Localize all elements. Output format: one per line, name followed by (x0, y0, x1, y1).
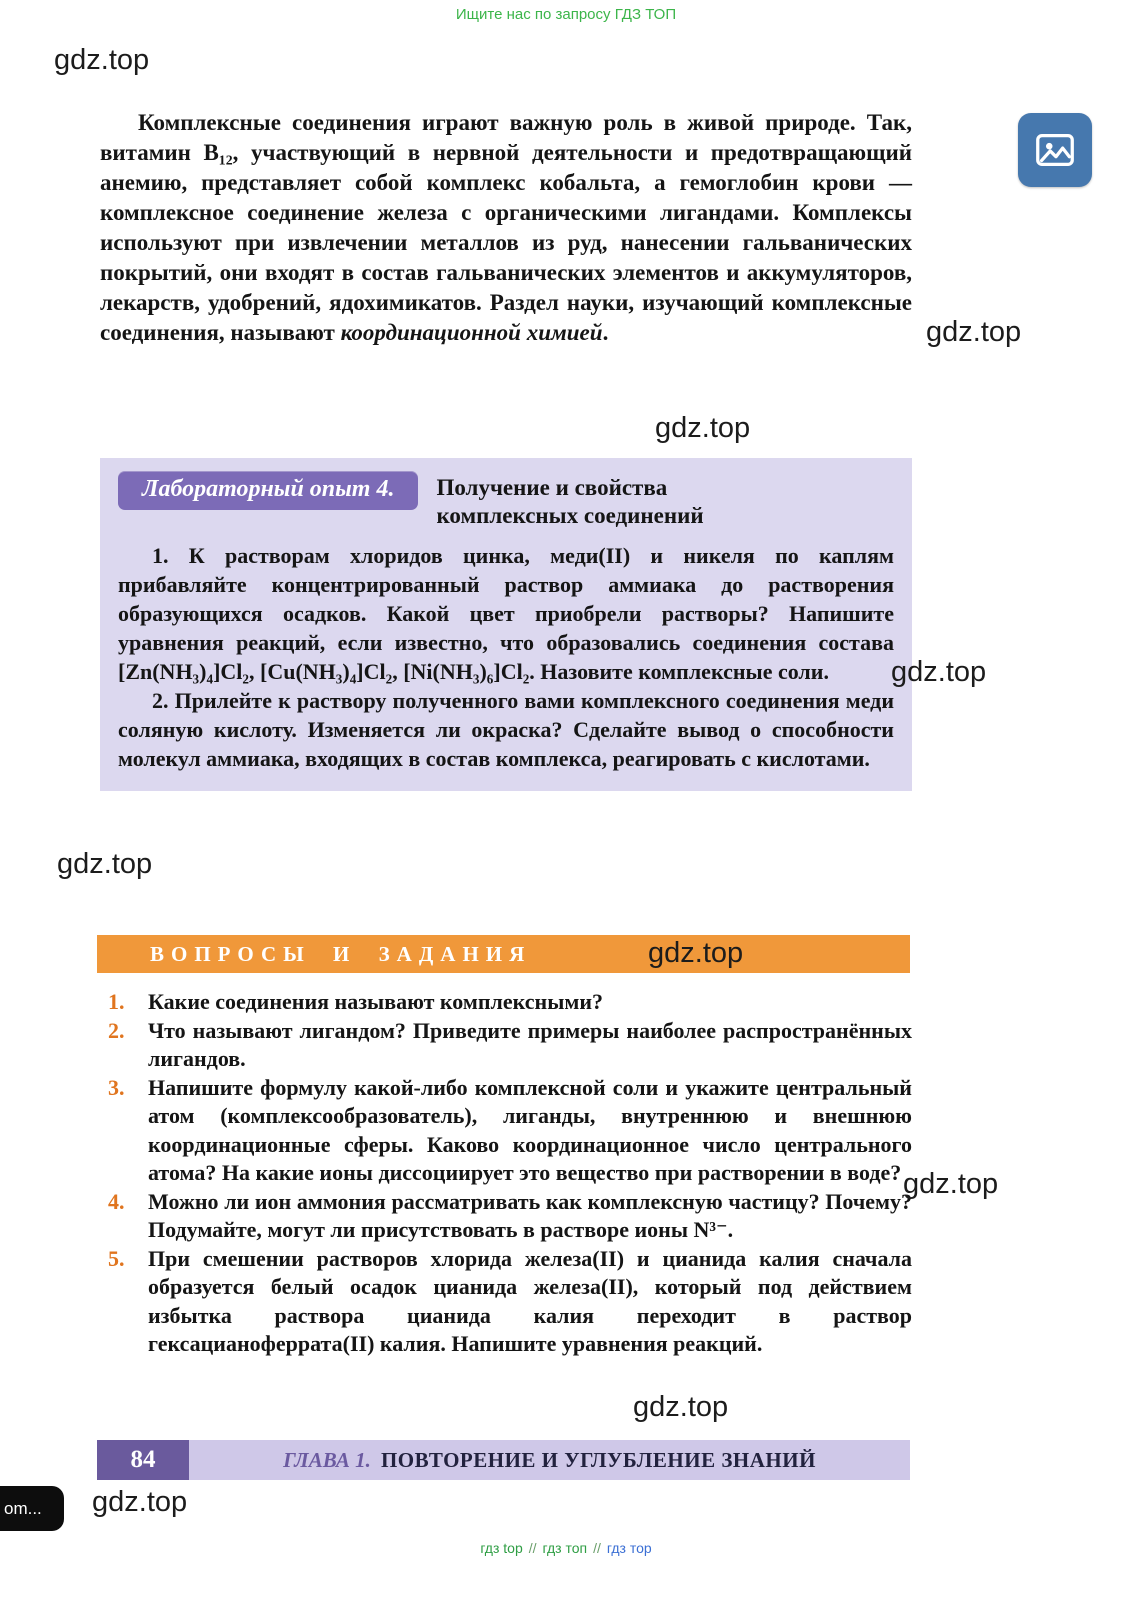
intro-tail: . (602, 320, 609, 345)
question-number: 1. (108, 989, 125, 1014)
watermark: gdz.top (648, 937, 744, 969)
question-item (100, 1074, 912, 1188)
question-item (100, 1245, 912, 1359)
questions-list (100, 988, 912, 1359)
question-text: Напишите формулу какой-либо комплексной соли и укажите центральный атом (комплексообразователь), лиганды, внутреннюю и внешнюю координационные сферы. Каково координационное число центрального атома? На какие ионы диссоциирует это вещество при растворении в воде? (148, 1074, 912, 1185)
question-number: 3. (108, 1074, 125, 1100)
intro-paragraph (100, 108, 912, 348)
chapter-bar (189, 1440, 910, 1480)
watermark: gdz.top (926, 316, 1022, 348)
question-text: Можно ли ион аммония рассматривать как комплексную частицу? Почему? Подумайте, могут ли присутствовать в растворе ионы N³⁻. (148, 1188, 912, 1242)
bottom-link[interactable]: гдз top (480, 1540, 523, 1556)
page-number: 84 (97, 1440, 189, 1480)
bottom-link-row (0, 1540, 1132, 1556)
lab-header (118, 471, 894, 530)
question-text: При смешении растворов хлорида железа(II) и цианида калия сначала образуется белый осадок цианида железа(II), который под действием избытка раствора цианида калия переходит в раствор гексацианоферрата(II) калия. Напишите уравнения реакций. (148, 1245, 912, 1356)
question-text: Что называют лигандом? Приведите примеры наиболее распространённых лигандов. (148, 1017, 912, 1071)
bottom-link[interactable]: гдз тор (606, 1540, 652, 1556)
picture-icon (1032, 127, 1078, 173)
link-separator: // (593, 1540, 601, 1556)
watermark: gdz.top (633, 1391, 729, 1423)
questions-header-label: ВОПРОСЫ И ЗАДАНИЯ (150, 941, 532, 966)
questions-header-bar (97, 935, 910, 973)
intro-italic-term: координационной химией (340, 320, 603, 345)
chapter-title: ПОВТОРЕНИЕ И УГЛУБЛЕНИЕ ЗНАНИЙ (380, 1447, 816, 1472)
overlay-tab-pill[interactable] (0, 1486, 64, 1531)
watermark: gdz.top (57, 848, 153, 880)
chapter-label: ГЛАВА 1. (283, 1447, 371, 1472)
lab-paragraph: 1. К растворам хлоридов цинка, меди(II) и никеля по каплям прибавляйте концентрированный раствор аммиака до растворения образующихся осадков. Какой цвет приобрели растворы? Напишите уравнения реакций, если известно, что образовались соединения состава [Zn(NH₃)₄]Cl₂, [Cu(NH₃)₄]Cl₂, [Ni(NH₃)₆]Cl₂. Назовите комплексные соли. (118, 543, 894, 684)
watermark: gdz.top (54, 44, 150, 76)
lab-title: Получение и свойства комплексных соединений (436, 475, 704, 528)
lab-paragraph: 2. Прилейте к раствору полученного вами комплексного соединения меди соляную кислоту. Изменяется ли окраска? Сделайте вывод о способности молекул аммиака, входящих в состав комплекса, реагировать с кислотами. (118, 688, 894, 771)
question-item (100, 988, 912, 1017)
lab-experiment-box (100, 458, 912, 791)
image-placeholder-button[interactable] (1018, 113, 1092, 187)
intro-text: Комплексные соединения играют важную роль в живой природе. Так, витамин B₁₂, участвующий в нервной деятельности и предотвращающий анемию, представляет собой комплекс кобальта, а гемоглобин крови — комплексное соединение железа с органическими лигандами. Комплексы используют при извлечении металлов из руд, нанесении гальванических покрытий, они входят в состав гальванических элементов и аккумуляторов, лекарств, удобрений, ядохимикатов. Раздел науки, изучающий комплексные соединения, называют (100, 110, 912, 345)
overlay-tab-label: om... (4, 1498, 42, 1518)
promo-banner-text: Ищите нас по запросу ГДЗ ТОП (455, 6, 677, 23)
watermark: gdz.top (891, 656, 987, 688)
question-item (100, 1017, 912, 1074)
question-number: 5. (108, 1245, 125, 1271)
chapter-footer-bar (97, 1440, 910, 1480)
link-separator: // (528, 1540, 537, 1556)
question-item (100, 1188, 912, 1245)
watermark: gdz.top (903, 1168, 999, 1200)
question-text: Какие соединения называют комплексными? (148, 989, 604, 1014)
watermark: gdz.top (92, 1486, 188, 1518)
lab-badge: Лабораторный опыт 4. (118, 471, 418, 510)
watermark: gdz.top (655, 412, 751, 444)
question-number: 4. (108, 1188, 125, 1214)
bottom-link[interactable]: гдз топ (542, 1540, 588, 1556)
question-number: 2. (108, 1017, 125, 1043)
